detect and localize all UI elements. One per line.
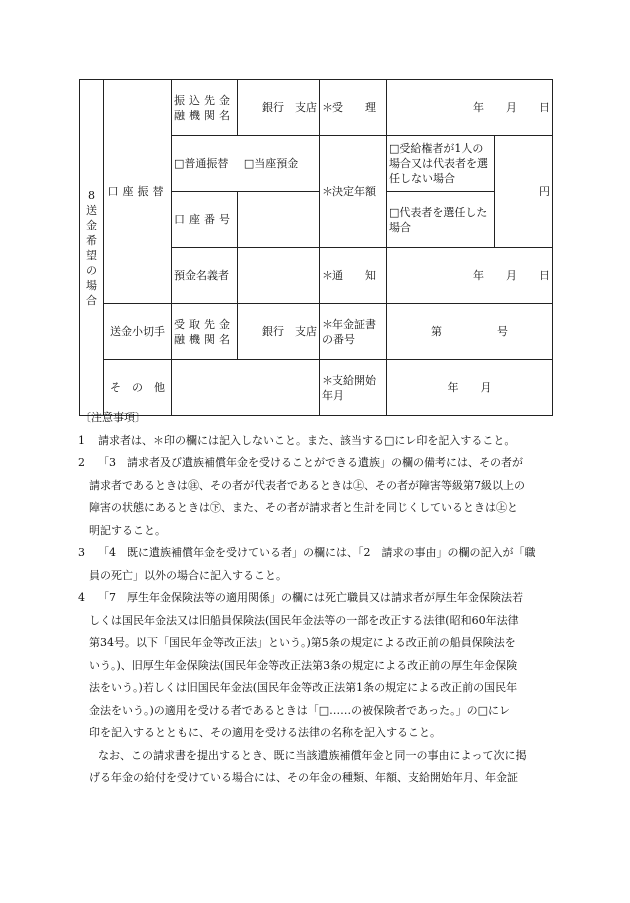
note-4-line: いう。)、旧厚生年金保険法(国民年金等改正法第3条の規定による改正前の厚生年金保険 bbox=[89, 658, 518, 672]
note-4-line: 金法をいう。)の適用を受ける者であるときは「□……の被保険者であった。」の□にレ bbox=[89, 703, 510, 717]
annual-amount-field[interactable]: 円 bbox=[495, 136, 553, 248]
note-2: 2 「3 請求者及び遺族補償年金を受けることができる遺族」の欄の備考には、その者が bbox=[78, 456, 523, 469]
account-type-row bbox=[172, 136, 320, 192]
note-4-line: 印を記入するとともに、その適用を受ける法律の名称を記入すること。 bbox=[89, 726, 441, 739]
sonota-label: そ の 他 bbox=[104, 360, 172, 416]
notes-heading: 〔注意事項〕 bbox=[80, 411, 146, 424]
juri-label: ＊受 理 bbox=[320, 80, 387, 136]
juri-date-field[interactable]: 年 月 日 bbox=[387, 80, 553, 136]
shikyu-kaishi-field[interactable]: 年 月 bbox=[387, 360, 553, 416]
note-4-line: しくは国民年金法又は旧船員保険法(国民年金法等の一部を改正する法律(昭和60年法律 bbox=[89, 613, 519, 627]
tsuchi-label: ＊通 知 bbox=[320, 248, 387, 304]
certificate-number-field[interactable]: 第 号 bbox=[387, 304, 553, 360]
remittance-form-table bbox=[79, 79, 553, 416]
note-2-line: 請求者であるときは㊟、その者が代表者であるときは㊤、その者が障害等級第7級以上の bbox=[89, 478, 525, 492]
koza-bango-label: 口座番号 bbox=[172, 192, 238, 248]
koza-furikae-label: 口座振替 bbox=[104, 80, 172, 304]
toza-checkbox[interactable]: □当座預金 bbox=[243, 157, 299, 170]
shikyu-kaishi-label: ＊支給開始年月 bbox=[320, 360, 387, 416]
note-4-line: 第34号。以下「国民年金等改正法」という。)第5条の規定による改正前の船員保険法を bbox=[89, 636, 516, 649]
note-1: 1 請求者は、＊印の欄には記入しないこと。また、該当する□にレ印を記入すること。 bbox=[78, 433, 516, 447]
sokin-kogitte-label: 送金小切手 bbox=[104, 304, 172, 360]
furikomi-bank-label: 振込先金融機関名 bbox=[172, 80, 238, 136]
note-2-line: 障害の状態にあるときは㊦、また、その者が請求者と生計を同じくしているときは㊤と bbox=[89, 501, 518, 514]
bank-branch-field[interactable]: 銀行 支店 bbox=[238, 80, 320, 136]
note-4-line: なお、この請求書を提出するとき、既に当該遺族補償年金と同一の事由によって次に掲 bbox=[98, 748, 527, 762]
shosho-bango-label: ＊年金証書の番号 bbox=[320, 304, 387, 360]
futsu-checkbox[interactable]: □普通振替 bbox=[174, 157, 229, 170]
note-4-line: げる年金の給付を受けている場合には、その年金の種類、年額、支給開始年月、年金証 bbox=[89, 771, 518, 784]
tsuchi-date-field[interactable]: 年 月 日 bbox=[387, 248, 553, 304]
note-3: 3 「4 既に遺族補償年金を受けている者」の欄には、「2 請求の事由」の欄の記入が「職 bbox=[78, 546, 536, 559]
section-8-header: 8 送 金 希 望 の 場 合 bbox=[80, 80, 104, 416]
uketori-bank-label: 受取先金融機関名 bbox=[172, 304, 238, 360]
account-number-field[interactable] bbox=[238, 192, 320, 248]
account-holder-field[interactable] bbox=[238, 248, 320, 304]
uketori-branch-field[interactable]: 銀行 支店 bbox=[238, 304, 320, 360]
option-single-checkbox[interactable]: □受給権者が1人の場合又は代表者を選任しない場合 bbox=[387, 136, 495, 192]
option-representative-checkbox[interactable]: □代表者を選任した場合 bbox=[387, 192, 495, 248]
notes-section bbox=[80, 407, 550, 790]
meigi-label: 預金名義者 bbox=[172, 248, 238, 304]
note-4: 4 「7 厚生年金保険法等の適用関係」の欄には死亡職員又は請求者が厚生年金保険法若 bbox=[78, 591, 523, 604]
kettei-gaku-label: ＊決定年額 bbox=[320, 136, 387, 248]
note-3-line: 員の死亡」以外の場合に記入すること。 bbox=[89, 568, 287, 582]
note-2-line: 明記すること。 bbox=[89, 523, 166, 537]
note-4-line: 法をいう。)若しくは旧国民年金法(国民年金等改正法第1条の規定による改正前の国民年 bbox=[89, 681, 518, 694]
